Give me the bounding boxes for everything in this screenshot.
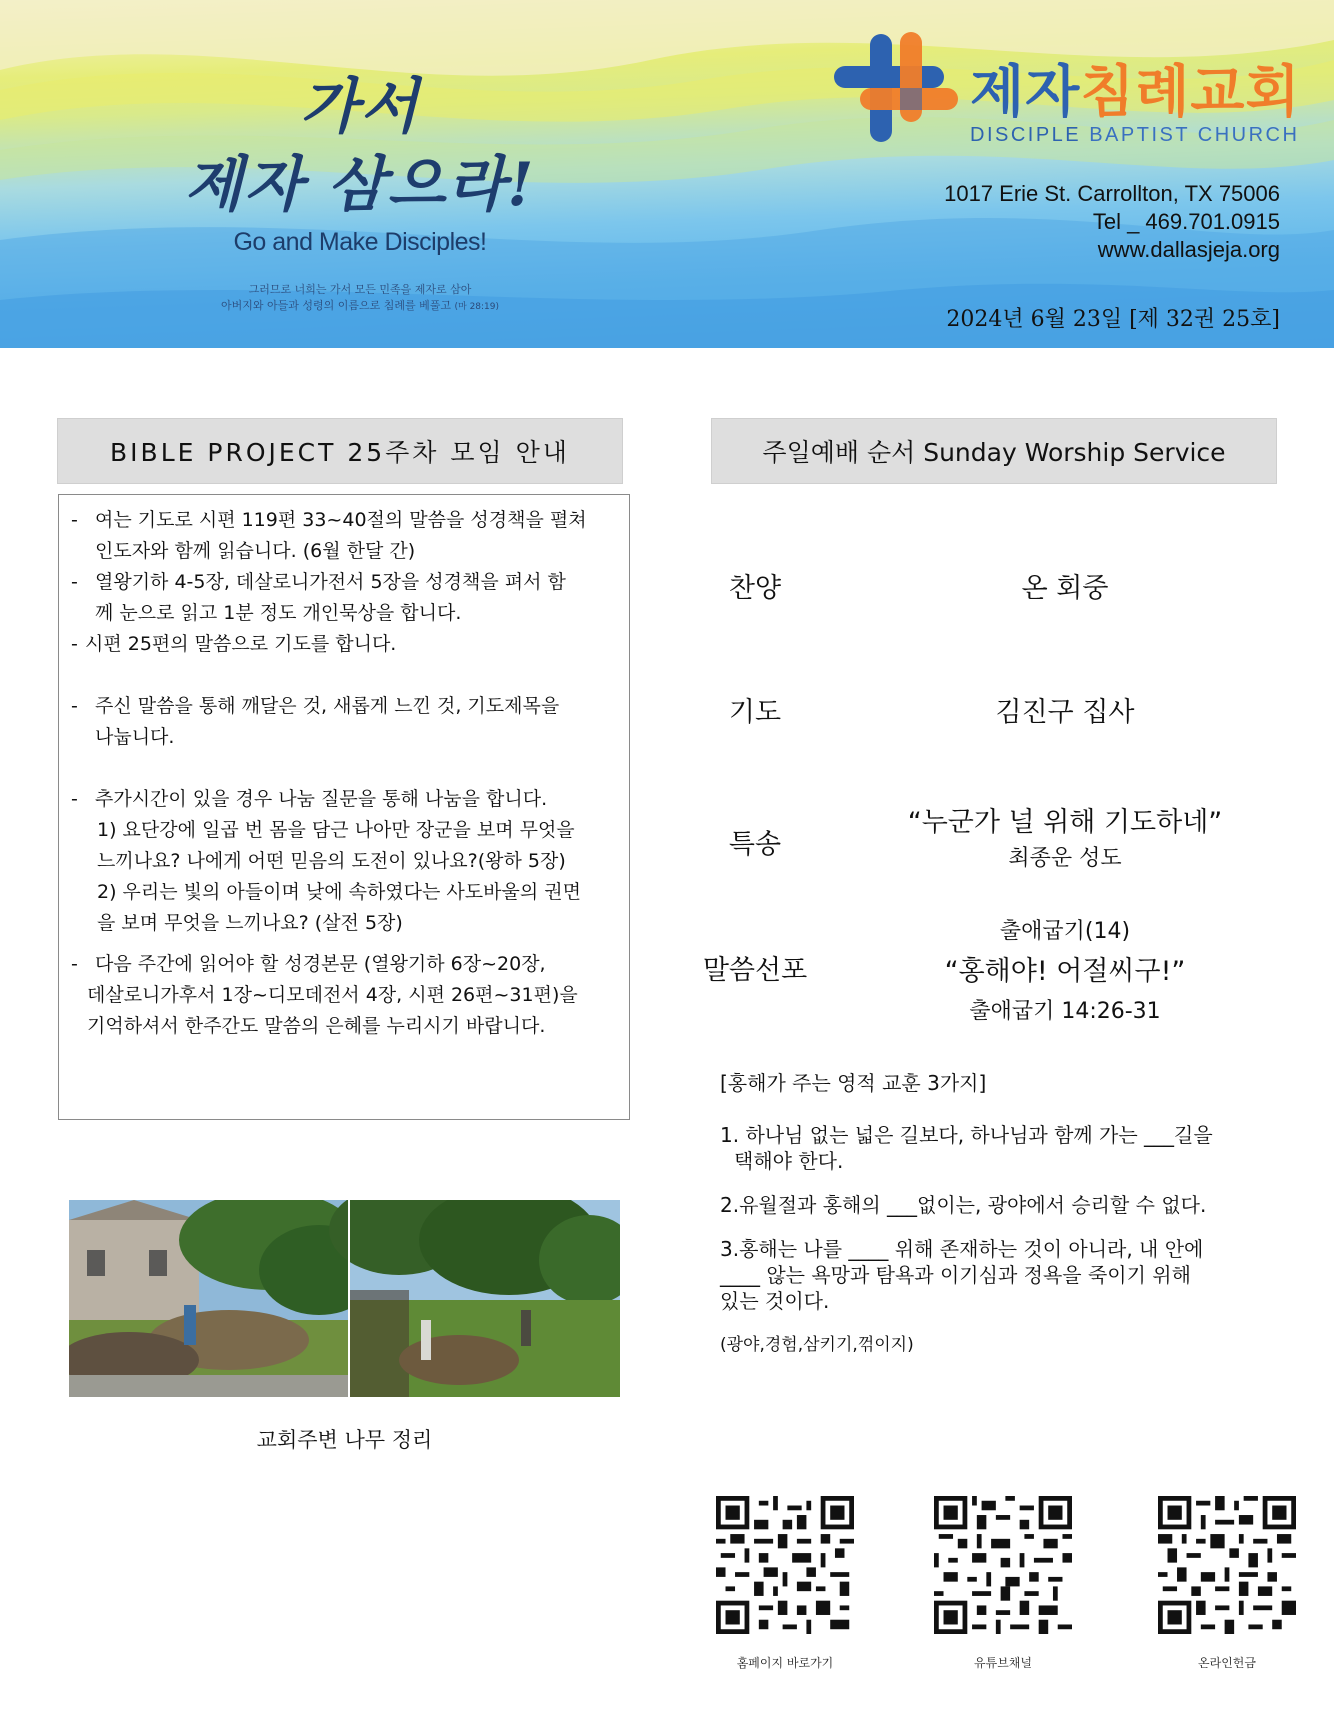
qr-label-homepage: 홈페이지 바로가기 <box>736 1656 834 1670</box>
order-label: 기도 <box>728 697 782 728</box>
sermon-title: “홍해야! 어절씨구!” <box>944 956 1186 987</box>
sermon-series: 출애굽기(14) <box>999 919 1131 944</box>
slogan-korean <box>170 68 550 224</box>
question-2: 2) 우리는 빛의 아들이며 낮에 속하였다는 사도바울의 권면 <box>97 881 581 903</box>
list-item: - 다음 주간에 읽어야 할 성경본문 (열왕기하 6장~20장, 데살로니가후서 1장~디모데전서 4장, 시편 26편~31편)을 기억하셔서 한주간도 말씀의 은혜를 누리시기 바랍니다. <box>71 953 578 1037</box>
question-1: 1) 요단강에 일곱 번 몸을 담근 나아만 장군을 보며 무엇을 <box>97 819 575 841</box>
order-value: 김진구 집사 <box>995 697 1135 728</box>
sermon-lessons <box>720 1070 1240 1376</box>
special-song-title: “누군가 널 위해 기도하네” <box>907 807 1223 838</box>
qr-label-online-giving: 온라인헌금 <box>1198 1656 1256 1670</box>
slogan-english: Go and Make Disciples! <box>233 228 487 256</box>
order-label: 말씀선포 <box>702 955 808 986</box>
church-contact <box>944 180 1280 264</box>
church-name-english: DISCIPLE BAPTIST CHURCH <box>970 124 1300 146</box>
order-label: 특송 <box>728 829 782 860</box>
list-item: - 시편 25편의 말씀으로 기도를 합니다. <box>71 633 397 655</box>
bible-project-title: BIBLE PROJECT 25주차 모임 안내 <box>57 418 623 484</box>
list-item: - 주신 말씀을 통해 깨달은 것, 새롭게 느낀 것, 기도제목을 나눕니다. <box>71 695 560 748</box>
special-song-singer: 최종운 성도 <box>1008 846 1122 871</box>
list-item: - 여는 기도로 시편 119편 33~40절의 말씀을 성경책을 펼쳐 인도자와 함께 읽습니다. (6월 한달 간) <box>71 509 587 562</box>
telephone: Tel _ 469.701.0915 <box>1092 209 1280 234</box>
verse-line-2: 아버지와 아들과 성령의 이름으로 침례를 베풀고 (마 28:19) <box>220 299 500 312</box>
order-value <box>860 914 1270 1025</box>
lesson-1: 1. 하나님 없는 넓은 길보다, 하나님과 함께 가는 ___길을 택해야 한다. <box>720 1123 1213 1173</box>
lesson-2: 2.유월절과 홍해의 ___없이는, 광야에서 승리할 수 없다. <box>720 1193 1207 1217</box>
bible-project-box <box>58 494 630 1120</box>
slogan-line-1: 가서 <box>300 72 420 142</box>
address: 1017 Erie St. Carrollton, TX 75006 <box>944 181 1280 206</box>
lessons-title: [홍해가 주는 영적 교훈 3가지] <box>720 1071 987 1095</box>
worship-order-title: 주일예배 순서 Sunday Worship Service <box>711 418 1277 484</box>
church-name-korean: 제자침례교회 <box>970 60 1301 125</box>
scripture-verse <box>160 282 560 315</box>
verse-line-1: 그러므로 너희는 가서 모든 민족을 제자로 삼아 <box>248 283 472 296</box>
verse-reference: (마 28:19) <box>454 302 500 312</box>
answer-hint: (광야,경험,삼키기,꺾이지) <box>720 1335 914 1355</box>
order-value <box>860 800 1270 872</box>
website-link[interactable]: www.dallasjeja.org <box>1097 237 1280 262</box>
sermon-scripture: 출애굽기 14:26-31 <box>969 999 1161 1024</box>
qr-code-online-giving-icon[interactable] <box>1158 1496 1296 1634</box>
qr-code-homepage-icon[interactable] <box>716 1496 854 1634</box>
photo-caption: 교회주변 나무 정리 <box>256 1428 433 1452</box>
qr-label-youtube: 유튜브채널 <box>974 1656 1032 1670</box>
slogan-line-2: 제자 삼으라! <box>184 150 536 220</box>
issue-date: 2024년 6월 23일 [제 32권 25호] <box>946 307 1280 332</box>
qr-code-youtube-icon[interactable] <box>934 1496 1072 1634</box>
church-logo-icon <box>830 30 960 150</box>
tree-cleanup-photo <box>69 1200 620 1397</box>
list-item: - 열왕기하 4-5장, 데살로니가전서 5장을 성경책을 펴서 함 께 눈으로 읽고 1분 정도 개인묵상을 합니다. <box>71 571 566 624</box>
header-banner <box>0 0 1334 348</box>
lesson-3: 3.홍해는 나를 ____ 위해 존재하는 것이 아니라, 내 안에 ____ 않는 욕망과 탐욕과 이기심과 정욕을 죽이기 위해 있는 것이다. <box>720 1237 1204 1313</box>
order-label: 찬양 <box>728 573 782 604</box>
list-item: - 추가시간이 있을 경우 나눔 질문을 통해 나눔을 합니다. 1) 요단강에 일곱 번 몸을 담근 나아만 장군을 보며 무엇을 느끼나요? 나에게 어떤 믿음의 도전이 있나요?(왕하 5장) 2) 우리는 빛의 아들이며 낮에 속하였다는 사도바울의 권면 을 보며 무엇을 느끼나요? (살전 5장) <box>71 784 619 939</box>
order-value: 온 회중 <box>1021 573 1109 604</box>
